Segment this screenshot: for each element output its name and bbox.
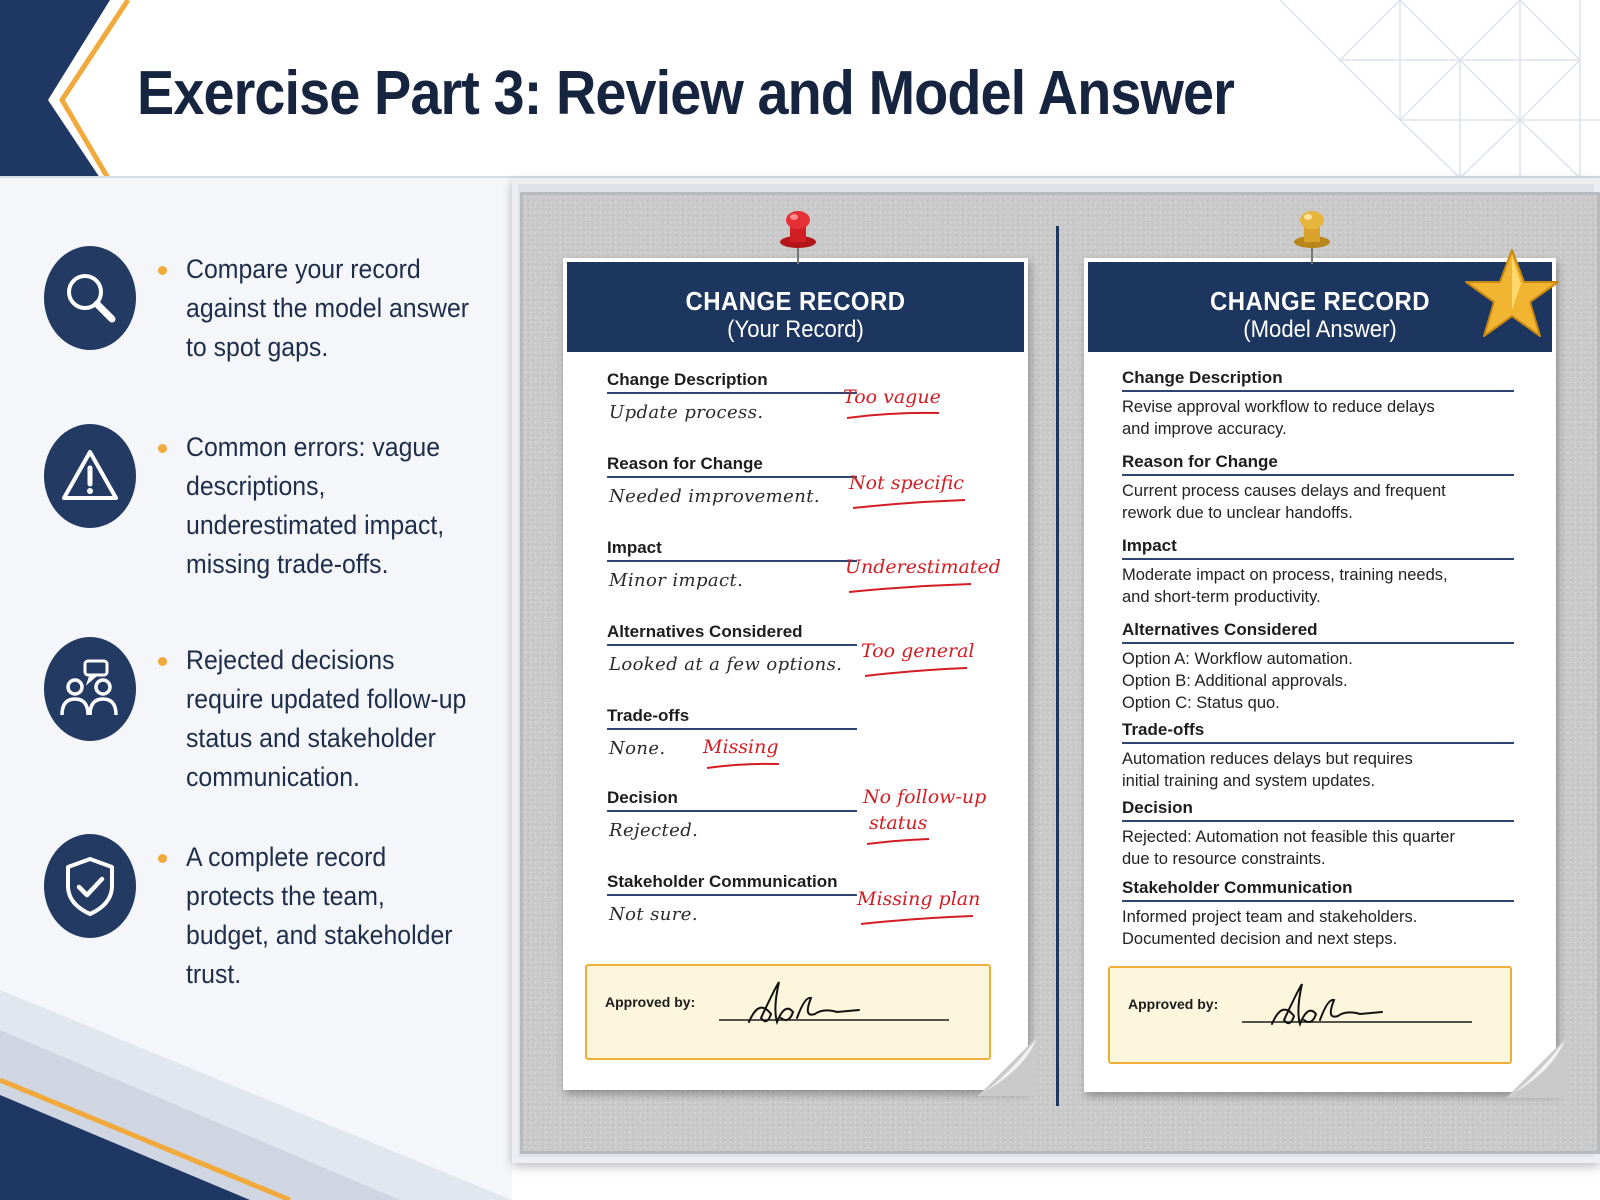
field-value: Needed improvement.: [609, 486, 820, 507]
signature-icon: [719, 978, 959, 1038]
field-value: Looked at a few options.: [609, 654, 843, 675]
field-underline: [1122, 900, 1514, 902]
feedback-underline: [843, 410, 943, 420]
approved-by-label: Approved by:: [605, 994, 696, 1010]
field-label: Impact: [607, 538, 662, 557]
feedback-text: Not specific: [849, 472, 964, 494]
warning-icon: [44, 424, 136, 528]
feedback-text: Underestimated: [845, 556, 1001, 578]
feedback-note: [849, 472, 964, 494]
header: [0, 0, 1600, 178]
page-title: Exercise Part 3: Review and Model Answer: [137, 59, 1234, 128]
your-record-sheet: [563, 258, 1028, 1090]
field-value: Revise approval workflow to reduce delays and improve accuracy.: [1122, 398, 1435, 438]
field-label: Alternatives Considered: [1122, 620, 1318, 639]
feedback-text: Missing: [703, 736, 779, 758]
your-record-header: [567, 262, 1024, 352]
magnifier-icon: [44, 246, 136, 350]
point-text: Rejected decisions require updated follow-up status and stakeholder communication.: [186, 645, 467, 792]
field-label: Trade-offs: [607, 706, 690, 725]
feedback-text: Missing plan: [857, 888, 981, 910]
field-value: Current process causes delays and frequent rework due to unclear handoffs.: [1122, 482, 1446, 522]
feedback-note: [843, 386, 941, 408]
field-underline: [607, 476, 857, 478]
board-divider: [1056, 226, 1059, 1106]
feedback-underline: [849, 498, 969, 510]
bullet-dot: [158, 266, 167, 275]
feedback-note: [857, 888, 980, 910]
field-label: Alternatives Considered: [607, 622, 803, 641]
field-label: Decision: [1122, 798, 1193, 817]
field-label: Change Description: [607, 370, 768, 389]
approval-box: [585, 964, 991, 1060]
feedback-text: Too vague: [843, 386, 941, 408]
point-text: Compare your record against the model answer to spot gaps.: [186, 254, 470, 362]
field-label: Reason for Change: [1122, 452, 1278, 471]
feedback-note: [863, 784, 986, 836]
field-underline: [607, 894, 857, 896]
feedback-underline: [857, 914, 977, 926]
key-points-panel: [0, 178, 512, 1200]
field-underline: [607, 644, 857, 646]
people-chat-icon: [44, 637, 136, 741]
field-value: Rejected.: [609, 820, 699, 841]
star-icon: [1464, 246, 1560, 342]
field-value: Not sure.: [609, 904, 698, 925]
feedback-underline: [703, 760, 783, 772]
field-underline: [607, 392, 857, 394]
bullet-dot: [158, 854, 167, 863]
field-value: Minor impact.: [609, 570, 744, 591]
model-answer-sheet: [1084, 258, 1556, 1092]
field-label: Impact: [1122, 536, 1177, 555]
field-underline: [1122, 742, 1514, 744]
field-label: Trade-offs: [1122, 720, 1205, 739]
field-underline: [607, 810, 857, 812]
point-text: A complete record protects the team, budget, and stakeholder trust.: [186, 842, 453, 989]
field-value: None.: [609, 738, 666, 759]
field-underline: [1122, 642, 1514, 644]
field-value: Informed project team and stakeholders. Documented decision and next steps.: [1122, 908, 1418, 948]
field-value: Automation reduces delays but requires initial training and system updates.: [1122, 750, 1413, 790]
field-value: Update process.: [609, 402, 764, 423]
feedback-underline: [863, 836, 933, 848]
field-label: Change Description: [1122, 368, 1283, 387]
field-value: Moderate impact on process, training needs, and short-term productivity.: [1122, 566, 1448, 606]
approved-by-label: Approved by:: [1128, 996, 1219, 1012]
feedback-text: Too general: [861, 640, 975, 662]
corner-stripes-decoration: [0, 960, 512, 1200]
field-underline: [607, 728, 857, 730]
red-pushpin-icon: [776, 208, 820, 266]
bullet-dot: [158, 657, 167, 666]
field-underline: [607, 560, 857, 562]
point-text: Common errors: vague descriptions, underestimated impact, missing trade-offs.: [186, 432, 445, 579]
signature-icon: [1242, 980, 1482, 1040]
field-underline: [1122, 558, 1514, 560]
field-value: Option A: Workflow automation. Option B: Additional approvals. Option C: Status quo.: [1122, 650, 1353, 712]
approval-box: [1108, 966, 1512, 1064]
feedback-underline: [861, 666, 971, 678]
field-label: Decision: [607, 788, 678, 807]
page-curl-decoration: [978, 1036, 1038, 1096]
your-record-subtitle: (Your Record): [727, 316, 864, 343]
feedback-text: status: [869, 812, 928, 834]
field-value: Rejected: Automation not feasible this quarter due to resource constraints.: [1122, 828, 1455, 868]
field-underline: [1122, 820, 1514, 822]
field-label: Stakeholder Communication: [1122, 878, 1353, 897]
feedback-text: No follow-up: [863, 786, 987, 808]
header-chevron-decoration: [0, 0, 140, 178]
field-underline: [1122, 390, 1514, 392]
shield-check-icon: [44, 834, 136, 938]
feedback-note: [845, 556, 1001, 578]
model-answer-subtitle: (Model Answer): [1243, 316, 1397, 343]
field-label: Reason for Change: [607, 454, 763, 473]
gold-pushpin-icon: [1290, 208, 1334, 266]
your-record-title: CHANGE RECORD: [685, 286, 906, 316]
field-label: Stakeholder Communication: [607, 872, 838, 891]
page-curl-decoration: [1506, 1038, 1566, 1098]
triangle-pattern-decoration: [1260, 0, 1600, 178]
feedback-underline: [845, 582, 975, 594]
feedback-note: [861, 640, 975, 662]
feedback-note: [703, 736, 779, 758]
field-underline: [1122, 474, 1514, 476]
bullet-dot: [158, 444, 167, 453]
model-answer-title: CHANGE RECORD: [1210, 286, 1430, 316]
